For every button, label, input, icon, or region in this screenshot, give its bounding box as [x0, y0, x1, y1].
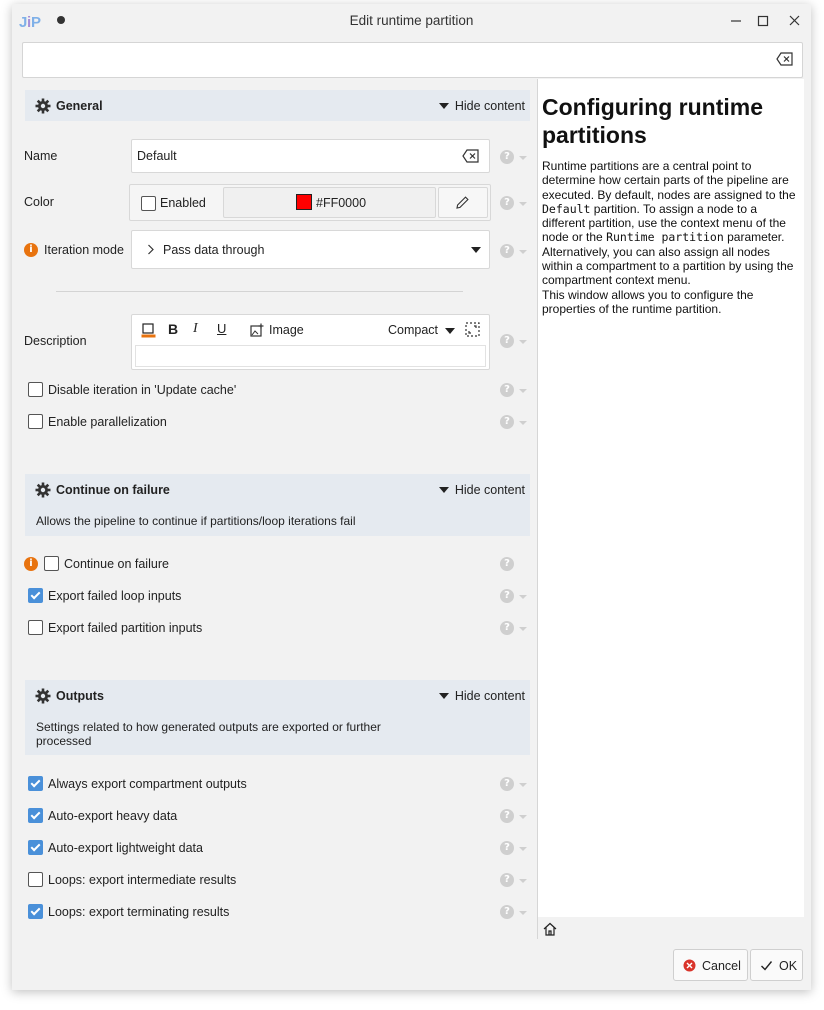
- title-bar: [12, 4, 811, 38]
- iteration-mode-select[interactable]: [131, 230, 490, 269]
- enable-parallelization-label: Enable parallelization: [48, 415, 167, 429]
- triangle-down-icon: [439, 693, 449, 699]
- hide-content-label: Hide content: [454, 483, 525, 497]
- description-editor: [131, 314, 490, 370]
- gear-icon: [35, 482, 51, 498]
- export-partition-help-icon[interactable]: ?: [500, 621, 514, 635]
- color-field: [129, 184, 491, 221]
- clear-search-icon[interactable]: [776, 51, 794, 67]
- export-loop-help-icon[interactable]: ?: [500, 589, 514, 603]
- info-icon: i: [24, 557, 38, 571]
- name-help-icon[interactable]: ?: [500, 150, 514, 164]
- description-help-dropdown-icon[interactable]: [519, 340, 527, 344]
- export-failed-loop-inputs-label: Export failed loop inputs: [48, 589, 182, 603]
- loops-export-intermediate-label: Loops: export intermediate results: [48, 873, 237, 887]
- help-text: partition. To assign a node to a different partition, use the context menu of the node or the: [542, 201, 786, 245]
- maximize-icon[interactable]: [751, 11, 775, 31]
- output-help-icon[interactable]: ?: [500, 777, 514, 791]
- disable-iteration-checkbox[interactable]: [28, 382, 43, 397]
- loops-export-terminating-label: Loops: export terminating results: [48, 905, 230, 919]
- cancel-icon: [683, 959, 696, 972]
- separator: [56, 291, 463, 292]
- export-loop-help-dropdown-icon[interactable]: [519, 595, 527, 599]
- fullscreen-icon[interactable]: [465, 322, 480, 337]
- name-help-dropdown-icon[interactable]: [519, 156, 527, 160]
- compact-dropdown-arrow-icon[interactable]: [445, 328, 455, 334]
- continue-section-description: Allows the pipeline to continue if partitions/loop iterations fail: [36, 514, 356, 528]
- iteration-mode-value: Pass data through: [163, 243, 265, 257]
- export-partition-help-dropdown-icon[interactable]: [519, 627, 527, 631]
- pencil-icon: [455, 195, 470, 210]
- iteration-mode-label: Iteration mode: [44, 243, 124, 257]
- color-value: #FF0000: [316, 196, 367, 210]
- chevron-right-icon: [147, 244, 155, 255]
- window-title: Edit runtime partition: [349, 13, 474, 28]
- compact-dropdown[interactable]: Compact: [388, 323, 439, 337]
- hide-content-label: Hide content: [454, 99, 525, 113]
- ok-label: OK: [779, 959, 798, 973]
- auto-export-lightweight-data-checkbox[interactable]: [28, 840, 43, 855]
- help-code: Runtime partition: [606, 230, 724, 245]
- color-picker-button[interactable]: [223, 187, 436, 218]
- continue-hide-content-button[interactable]: [439, 483, 525, 497]
- parallelization-help-dropdown-icon[interactable]: [519, 421, 527, 425]
- check-icon: [760, 959, 773, 972]
- disable-iteration-help-dropdown-icon[interactable]: [519, 389, 527, 393]
- export-failed-partition-inputs-checkbox[interactable]: [28, 620, 43, 635]
- color-enabled-checkbox[interactable]: [141, 196, 156, 211]
- auto-export-lightweight-data-label: Auto-export lightweight data: [48, 841, 203, 855]
- output-help-icon[interactable]: ?: [500, 809, 514, 823]
- name-value: Default: [137, 149, 177, 163]
- cancel-button[interactable]: [673, 949, 748, 981]
- underline-icon[interactable]: U: [217, 321, 227, 336]
- always-export-compartment-outputs-label: Always export compartment outputs: [48, 777, 247, 791]
- edit-color-button[interactable]: [438, 187, 488, 218]
- description-help-icon[interactable]: ?: [500, 334, 514, 348]
- italic-icon[interactable]: I: [193, 321, 198, 336]
- svg-text:i: i: [27, 14, 32, 31]
- color-help-icon[interactable]: ?: [500, 196, 514, 210]
- continue-on-failure-label: Continue on failure: [64, 557, 169, 571]
- text-color-icon[interactable]: [141, 322, 156, 338]
- continue-help-icon[interactable]: ?: [500, 557, 514, 571]
- info-icon: i: [24, 243, 38, 257]
- name-field[interactable]: [131, 139, 490, 173]
- help-text: parameter. Alternatively, you can also assign all nodes within a compartment to a partition by using the compartment context menu.: [542, 230, 794, 288]
- export-failed-loop-inputs-checkbox[interactable]: [28, 588, 43, 603]
- output-help-dropdown-icon[interactable]: [519, 911, 527, 915]
- iteration-help-icon[interactable]: ?: [500, 244, 514, 258]
- gear-icon: [35, 688, 51, 704]
- auto-export-heavy-data-checkbox[interactable]: [28, 808, 43, 823]
- output-help-dropdown-icon[interactable]: [519, 815, 527, 819]
- output-help-dropdown-icon[interactable]: [519, 847, 527, 851]
- help-text: Runtime partitions are a central point to determine how certain parts of the pipeline are executed. By default, nodes are assigned to the: [542, 159, 796, 202]
- image-insert-icon[interactable]: [250, 323, 264, 337]
- general-section-header: [25, 90, 530, 121]
- outputs-section-title: Outputs: [56, 689, 104, 703]
- search-input[interactable]: [22, 42, 803, 78]
- name-label: Name: [24, 149, 58, 163]
- color-label: Color: [24, 195, 54, 209]
- home-icon[interactable]: [542, 921, 558, 937]
- dropdown-arrow-icon: [471, 247, 481, 253]
- color-swatch: [296, 194, 312, 210]
- help-code: Default: [542, 201, 591, 216]
- description-text-area[interactable]: [135, 345, 486, 367]
- output-help-dropdown-icon[interactable]: [519, 783, 527, 787]
- outputs-description-line2: processed: [36, 734, 92, 748]
- general-section-title: General: [56, 99, 103, 113]
- help-title: Configuring runtime partitions: [542, 94, 764, 148]
- help-panel: [537, 79, 804, 917]
- loops-export-intermediate-checkbox[interactable]: [28, 872, 43, 887]
- description-label: Description: [24, 334, 87, 348]
- continue-on-failure-section-header: [25, 474, 530, 536]
- svg-text:P: P: [31, 14, 42, 31]
- outputs-description-line1: Settings related to how generated outputs are exported or further: [36, 720, 381, 734]
- ok-button[interactable]: [750, 949, 803, 981]
- triangle-down-icon: [439, 487, 449, 493]
- enable-parallelization-checkbox[interactable]: [28, 414, 43, 429]
- iteration-help-dropdown-icon[interactable]: [519, 250, 527, 254]
- general-hide-content-button[interactable]: [439, 99, 525, 113]
- disable-iteration-help-icon[interactable]: ?: [500, 383, 514, 397]
- help-body: [542, 159, 800, 316]
- continue-on-failure-checkbox[interactable]: [44, 556, 59, 571]
- output-help-icon[interactable]: ?: [500, 873, 514, 887]
- export-failed-partition-inputs-label: Export failed partition inputs: [48, 621, 203, 635]
- help-text: This window allows you to configure the properties of the runtime partition.: [542, 287, 754, 316]
- cancel-label: Cancel: [702, 959, 741, 973]
- output-help-icon[interactable]: ?: [500, 841, 514, 855]
- triangle-down-icon: [439, 103, 449, 109]
- image-button[interactable]: Image: [269, 323, 304, 337]
- continue-section-title: Continue on failure: [56, 483, 170, 497]
- output-help-icon[interactable]: ?: [500, 905, 514, 919]
- help-footer: [537, 917, 804, 939]
- minimize-icon[interactable]: [724, 11, 748, 31]
- always-export-compartment-outputs-checkbox[interactable]: [28, 776, 43, 791]
- clear-name-icon[interactable]: [462, 148, 480, 164]
- bold-icon[interactable]: B: [168, 321, 179, 337]
- output-help-dropdown-icon[interactable]: [519, 879, 527, 883]
- description-toolbar: [132, 315, 489, 343]
- parallelization-help-icon[interactable]: ?: [500, 415, 514, 429]
- disable-iteration-label: Disable iteration in 'Update cache': [48, 383, 237, 397]
- svg-text:J: J: [19, 14, 28, 31]
- gear-icon: [35, 98, 51, 114]
- outputs-hide-content-button[interactable]: [439, 689, 525, 703]
- auto-export-heavy-data-label: Auto-export heavy data: [48, 809, 178, 823]
- close-icon[interactable]: [783, 11, 807, 31]
- outputs-section-header: [25, 680, 530, 755]
- hide-content-label: Hide content: [454, 689, 525, 703]
- loops-export-terminating-checkbox[interactable]: [28, 904, 43, 919]
- edit-runtime-partition-window: [12, 4, 811, 990]
- color-enabled-label: Enabled: [160, 196, 206, 210]
- color-help-dropdown-icon[interactable]: [519, 202, 527, 206]
